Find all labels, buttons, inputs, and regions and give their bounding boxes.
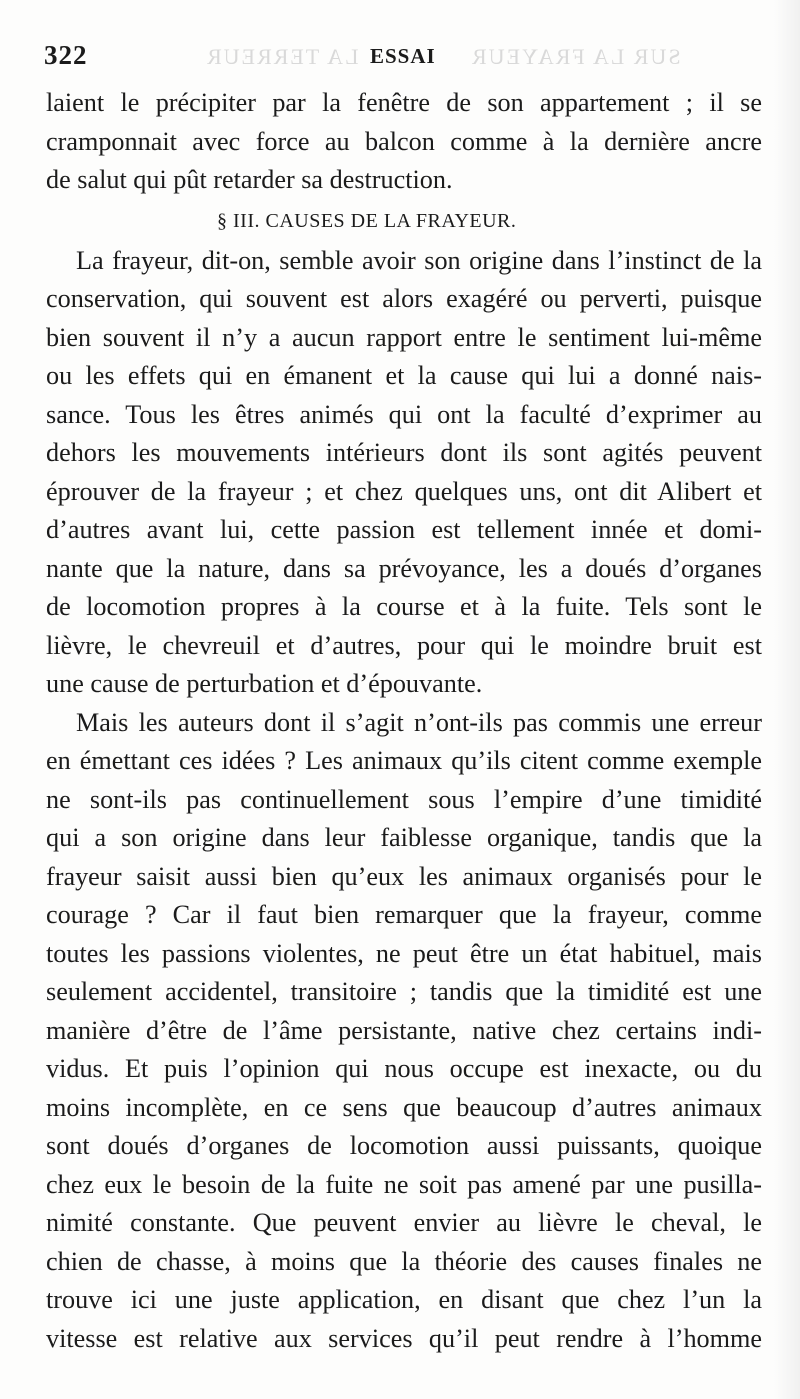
text-line: sont doués d’organes de locomotion aussi puissants, quoique xyxy=(46,1131,762,1160)
text-line: frayeur saisit aussi bien qu’eux les animaux organisés pour le xyxy=(46,861,762,891)
page-edge-shadow xyxy=(774,0,800,1399)
body-text xyxy=(46,84,762,1358)
running-title: ESSAI xyxy=(370,44,436,68)
text-line: chez eux le besoin de la fuite ne soit pas amené par une pusilla- xyxy=(46,1169,762,1199)
text-line: sance. Tous les êtres animés qui ont la faculté d’exprimer au xyxy=(46,399,762,429)
text-line: toutes les passions violentes, ne peut être un état habituel, mais xyxy=(46,938,762,968)
text-line: vitesse est relative aux services qu’il peut rendre à l’homme xyxy=(46,1323,762,1353)
text-line: ou les effets qui en émanent et la cause qui lui a donné nais- xyxy=(46,361,762,390)
text-line: trouve ici une juste application, en disant que chez l’un la xyxy=(46,1285,762,1314)
text-line: éprouver de la frayeur ; et chez quelques uns, ont dit Alibert et xyxy=(46,476,762,506)
text-line: manière d’être de l’âme persistante, native chez certains indi- xyxy=(46,1015,762,1045)
section-heading: § III. CAUSES DE LA FRAYEUR. xyxy=(217,209,517,232)
text-line: seulement accidentel, transitoire ; tandis que la timidité est une xyxy=(46,977,762,1006)
text-line: bien souvent il n’y a aucun rapport entre le sentiment lui-même xyxy=(46,322,762,352)
text-line: en émettant ces idées ? Les animaux qu’ils citent comme exemple xyxy=(46,746,762,775)
text-line: vidus. Et puis l’opinion qui nous occupe est inexacte, ou du xyxy=(46,1054,762,1083)
text-line: d’autres avant lui, cette passion est tellement innée et domi- xyxy=(46,515,762,544)
page-number: 322 xyxy=(44,40,88,70)
text-line: Mais les auteurs dont il s’agit n’ont-ils pas commis une erreur xyxy=(76,707,762,737)
text-line: moins incomplète, en ce sens que beaucoup d’autres animaux xyxy=(46,1092,762,1122)
paragraph-2 xyxy=(46,704,762,1359)
text-line: une cause de perturbation et d’épouvante. xyxy=(46,669,483,698)
text-line: chien de chasse, à moins que la théorie des causes finales ne xyxy=(46,1246,762,1276)
running-head xyxy=(44,40,770,74)
text-line: La frayeur, dit-on, semble avoir son origine dans l’instinct de la xyxy=(76,245,762,275)
show-through-text: SUR LA FRAYEUR xyxy=(470,44,681,69)
text-line: laient le précipiter par la fenêtre de son appartement ; il se xyxy=(46,88,762,117)
text-line: qui a son origine dans leur faiblesse organique, tandis que la xyxy=(46,823,762,852)
text-line: conservation, qui souvent est alors exagéré ou perverti, puisque xyxy=(46,284,762,313)
text-line: de locomotion propres à la course et à la fuite. Tels sont le xyxy=(46,592,762,621)
text-line: ne sont-ils pas continuellement sous l’empire d’une timidité xyxy=(46,784,762,814)
text-line: cramponnait avec force au balcon comme à la dernière ancre xyxy=(46,126,762,156)
show-through-text: LA TERREUR xyxy=(205,44,359,69)
text-line: nante que la nature, dans sa prévoyance, les a doués d’organes xyxy=(46,553,762,583)
text-line: courage ? Car il faut bien remarquer que la frayeur, comme xyxy=(46,900,762,929)
text-line: nimité constante. Que peuvent envier au lièvre le cheval, le xyxy=(46,1208,762,1237)
paragraph-1 xyxy=(46,242,762,704)
text-line: lièvre, le chevreuil et d’autres, pour qui le moindre bruit est xyxy=(46,630,762,660)
text-line: de salut qui pût retarder sa destruction. xyxy=(46,165,453,194)
text-line: dehors les mouvements intérieurs dont ils sont agités peuvent xyxy=(46,438,762,467)
